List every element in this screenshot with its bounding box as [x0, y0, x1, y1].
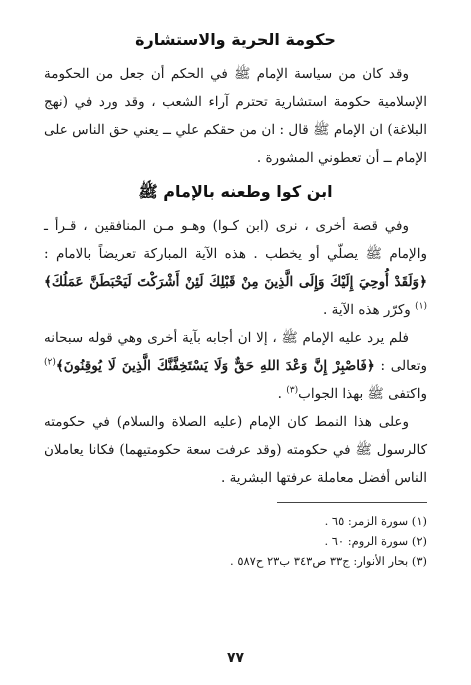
paragraph-ibn-kawa-story [44, 212, 427, 324]
paragraph-consultation: وقد كان من سياسة الإمام ﷺ في الحكم أن جعل من الحكومة الإسلامية حكومة استشارية تحترم آراء الشعب ، وقد ورد في (نهج البلاغة) ان الإمام ﷺ قال : ان من حقكم علي ــ يعني حق الناس على الإمام ــ أن تعطوني المشورة . [44, 66, 427, 166]
page-number: ٧٧ [226, 650, 245, 666]
paragraph-conclusion: وعلى هذا النمط كان الإمام (عليه الصلاة والسلام) في حكومته كالرسول ﷺ في حكومته (وقد عرفت سعة حكومتيهما) فكانا يعاملان الناس أفضل معاملة عرفتها البشرية . [44, 414, 427, 486]
footnote-ref-3[interactable]: (٣) [286, 385, 299, 396]
footnote-1: (١) سورة الزمر: ٦٥ . [324, 514, 427, 528]
quran-verse-zumar: ﴿وَلَقَدْ أُوحِيَ إِلَيْكَ وَإِلَى الَّذِينَ مِنْ قَبْلِكَ لَئِنْ أَشْرَكْتَ لَيَحْبَطَنَّ عَمَلُكَ﴾ [44, 274, 427, 290]
reply-end-text: . [277, 386, 287, 402]
reply-mid-text: واكتفى ﷺ بهذا الجواب [298, 386, 427, 402]
footnote-3: (٣) بحار الأنوار: ج٣٣ ص٣٤٣ ب٢٣ ح٥٨٧ . [230, 554, 427, 568]
footnote-separator [277, 502, 427, 503]
section-title-ibn-kawa: ابن كوا وطعنه بالإمام ﷺ [138, 182, 333, 201]
story-intro-text: وفي قصة أخرى ، نرى (ابن كـوا) وهـو مـن المنافقين ، قـرأ ـ والإمام ﷺ يصلّي أو يخطب . هذه الآية المباركة تعريضاً بالامام : [44, 218, 427, 262]
footnote-ref-2[interactable]: (٢) [44, 357, 56, 368]
reply-intro-text: فلم يرد عليه الإمام ﷺ ، إلا ان أجابه بآية أخرى وهي قوله سبحانه وتعالى : [44, 330, 427, 374]
footnote-ref-1[interactable]: (١) [415, 301, 427, 312]
story-end-text: وكرّر هذه الآية . [323, 302, 416, 318]
section-title-freedom-consultation: حكومة الحرية والاستشارة [135, 30, 336, 49]
footnote-2: (٢) سورة الروم: ٦٠ . [324, 534, 427, 548]
quran-verse-rum: ﴿فَاصْبِرْ إِنَّ وَعْدَ اللهِ حَقٌّ وَلَا يَسْتَخِفَّنَّكَ الَّذِينَ لَا يُوقِنُونَ﴾ [55, 358, 375, 374]
paragraph-imam-reply [44, 324, 427, 408]
